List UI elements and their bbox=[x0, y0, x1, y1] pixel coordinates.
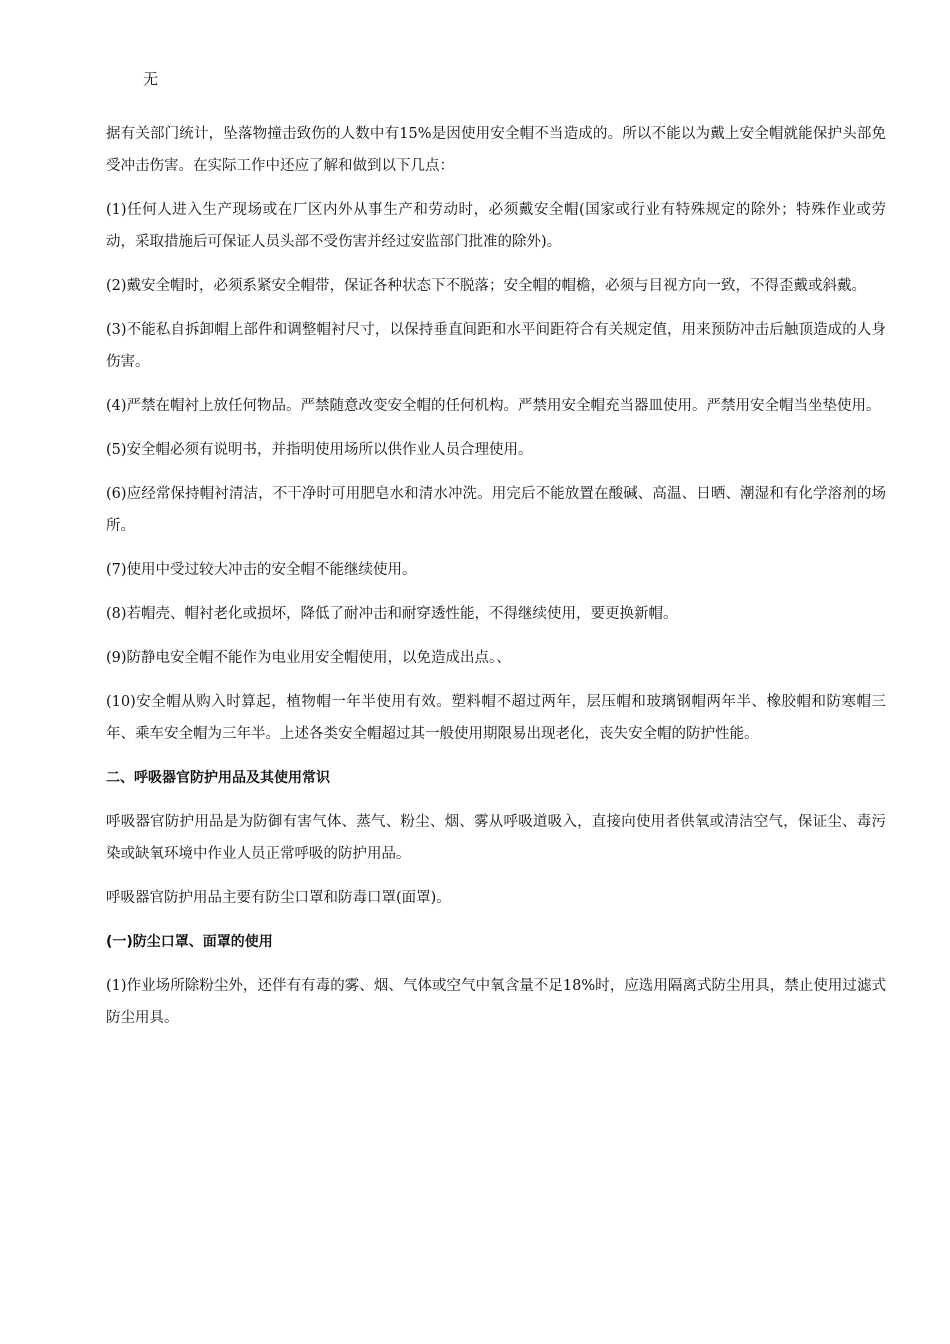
paragraph-item-7: (7)使用中受过较大冲击的安全帽不能继续使用。 bbox=[106, 562, 417, 578]
paragraph-item-10: (10)安全帽从购入时算起，植物帽一年半使用有效。塑料帽不超过两年，层压帽和玻璃钢帽两年半、橡胶帽和防寒帽三年、乘车安全帽为三年半。上述各类安全帽超过其一般使用期限易出现老化，丧失安全帽的防护性能。 bbox=[106, 694, 886, 742]
document-body bbox=[106, 118, 886, 1046]
paragraph-respiratory-definition: 呼吸器官防护用品是为防御有害气体、蒸气、粉尘、烟、雾从呼吸道吸入，直接向使用者供氧或清洁空气，保证尘、毒污染或缺氧环境中作业人员正常呼吸的防护用品。 bbox=[106, 814, 886, 862]
top-word: 无 bbox=[143, 70, 159, 88]
paragraph-respiratory-types: 呼吸器官防护用品主要有防尘口罩和防毒口罩(面罩)。 bbox=[106, 890, 451, 906]
paragraph-item-9: (9)防静电安全帽不能作为电业用安全帽使用，以免造成出点。、 bbox=[106, 650, 511, 666]
paragraph-item-5: (5)安全帽必须有说明书，并指明使用场所以供作业人员合理使用。 bbox=[106, 442, 533, 458]
paragraph-item-3: (3)不能私自拆卸帽上部件和调整帽衬尺寸，以保持垂直间距和水平间距符合有关规定值，用来预防冲击后触顶造成的人身伤害。 bbox=[106, 322, 886, 370]
paragraph-item-2: (2)戴安全帽时，必须系紧安全帽带，保证各种状态下不脱落；安全帽的帽檐，必须与目视方向一致，不得歪戴或斜戴。 bbox=[106, 278, 867, 294]
subsection-heading-dust-mask: (一)防尘口罩、面罩的使用 bbox=[106, 934, 273, 950]
paragraph-item-4: (4)严禁在帽衬上放任何物品。严禁随意改变安全帽的任何机构。严禁用安全帽充当器皿使用。严禁用安全帽当坐垫使用。 bbox=[106, 398, 881, 414]
paragraph-item-1: (1)任何人进入生产现场或在厂区内外从事生产和劳动时，必须戴安全帽(国家或行业有特殊规定的除外；特殊作业或劳动，采取措施后可保证人员头部不受伤害并经过安监部门批准的除外)。 bbox=[106, 202, 886, 250]
paragraph-item-8: (8)若帽壳、帽衬老化或损坏，降低了耐冲击和耐穿透性能，不得继续使用，要更换新帽。 bbox=[106, 606, 678, 622]
paragraph-item-6: (6)应经常保持帽衬清洁，不干净时可用肥皂水和清水冲洗。用完后不能放置在酸碱、高温、日晒、潮湿和有化学溶剂的场所。 bbox=[106, 486, 886, 534]
paragraph-intro: 据有关部门统计，坠落物撞击致伤的人数中有15%是因使用安全帽不当造成的。所以不能以为戴上安全帽就能保护头部免受冲击伤害。在实际工作中还应了解和做到以下几点： bbox=[106, 126, 886, 174]
paragraph-dust-mask-item-1: (1)作业场所除粉尘外，还伴有有毒的雾、烟、气体或空气中氧含量不足18%时，应选用隔离式防尘用具，禁止使用过滤式防尘用具。 bbox=[106, 978, 886, 1026]
section-heading-respiratory: 二、呼吸器官防护用品及其使用常识 bbox=[106, 770, 330, 786]
